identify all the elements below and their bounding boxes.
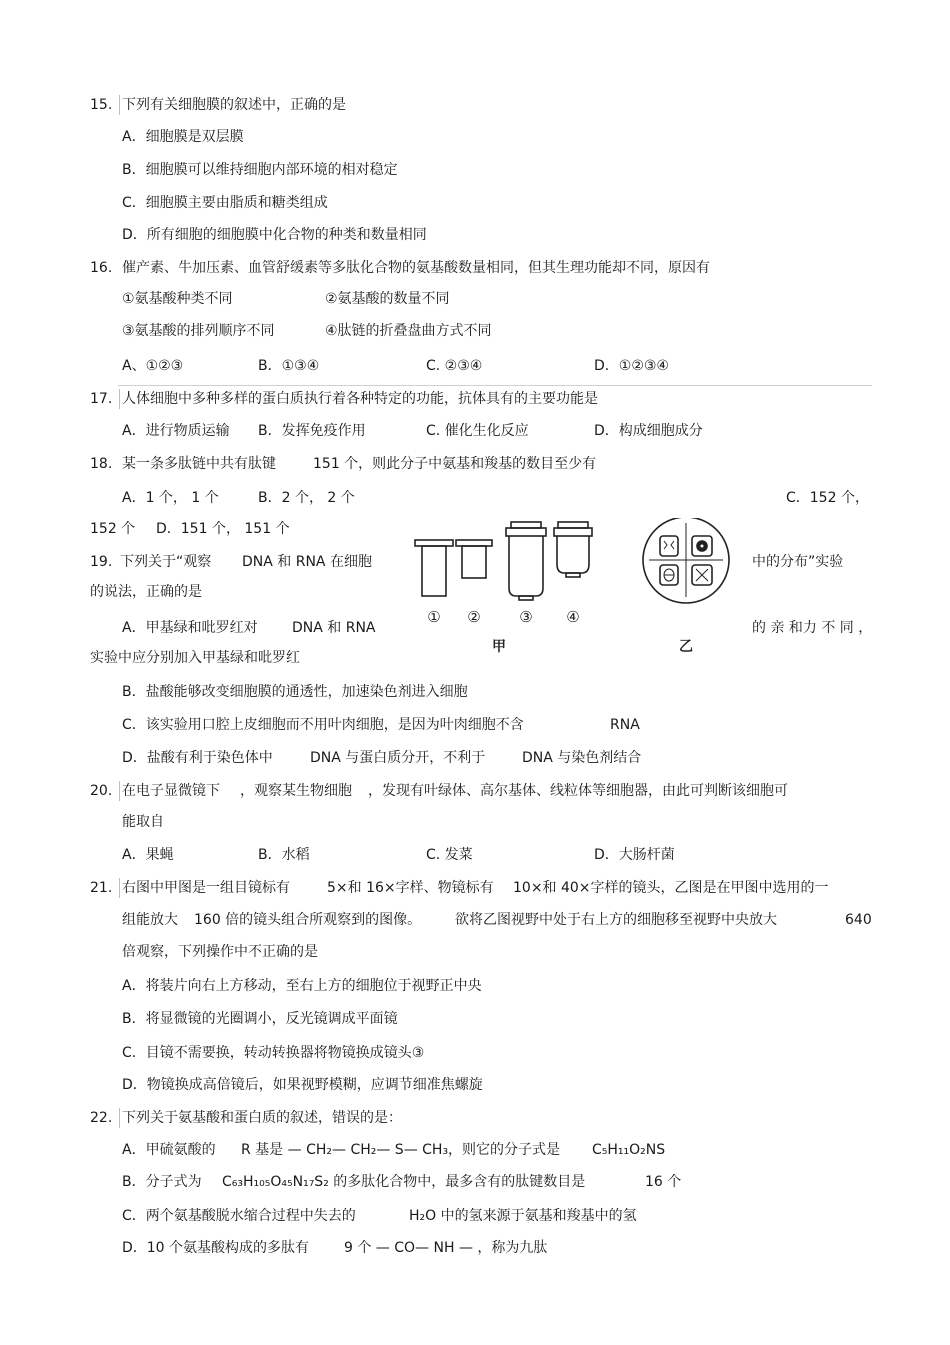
- q21-option-b: B．将显微镜的光圈调小，反光镜调成平面镜: [122, 1011, 398, 1027]
- q16-option-a: A、①②③: [122, 358, 184, 374]
- q20-option-d: D．大肠杆菌: [594, 847, 675, 863]
- q20-stem-part4: 能取自: [122, 814, 164, 830]
- q18-option-d: D．151 个， 151 个: [156, 521, 290, 537]
- q19-option-b: B．盐酸能够改变细胞膜的通透性，加速染色剂进入细胞: [122, 684, 468, 700]
- q19-option-a-part3: 的 亲 和力 不 同 ，: [752, 620, 873, 636]
- q21-option-a: A．将装片向右上方移动，至右上方的细胞位于视野正中央: [122, 978, 482, 994]
- q18-option-a: A．1 个， 1 个: [122, 490, 219, 506]
- q19-option-a-part4: 实验中应分别加入甲基绿和吡罗红: [90, 650, 300, 666]
- q22-option-d-part2: 9 个 — CO— NH — ，称为九肽: [344, 1240, 548, 1256]
- figure-label-yi: 乙: [679, 639, 693, 655]
- q16-statement-1: ①氨基酸种类不同: [122, 291, 233, 307]
- q21-line2-part2: 160 倍的镜头组合所观察到的图像。: [194, 912, 422, 928]
- q21-number: 21.: [90, 880, 113, 896]
- q21-line1-part1: 右图中甲图是一组目镜标有: [122, 880, 290, 896]
- q15-stem: 下列有关细胞膜的叙述中，正确的是: [122, 97, 346, 113]
- q19-number: 19.: [90, 554, 113, 570]
- q16-option-c: C. ②③④: [426, 358, 483, 374]
- q22-option-a-part2: R 基是 — CH₂— CH₂— S— CH₃，则它的分子式是: [241, 1142, 561, 1158]
- q19-stem-part3: 中的分布”实验: [752, 554, 844, 570]
- objective-short-icon: [554, 522, 592, 577]
- section-rule: [118, 385, 872, 386]
- q17-stem: 人体细胞中多种多样的蛋白质执行着各种特定的功能，抗体具有的主要功能是: [122, 391, 598, 407]
- lens-label-4: ④: [566, 608, 580, 626]
- q21-line2-part4: 640: [845, 912, 872, 928]
- q20-option-c: C. 发菜: [426, 847, 473, 863]
- margin-tick: [119, 389, 120, 409]
- q18-stem-part1: 某一条多肽链中共有肽键: [122, 456, 276, 472]
- q20-option-b: B．水稻: [258, 847, 310, 863]
- q19-option-a-part2: DNA 和 RNA: [292, 620, 376, 636]
- q22-option-b-part3: 16 个: [645, 1174, 682, 1190]
- q18-number: 18.: [90, 456, 113, 472]
- lens-label-1: ①: [427, 608, 441, 626]
- q18-stem-part2: 151 个，则此分子中氨基和羧基的数目至少有: [313, 456, 597, 472]
- q19-option-c-part1: C．该实验用口腔上皮细胞而不用叶肉细胞，是因为叶肉细胞不含: [122, 717, 524, 733]
- margin-tick: [119, 95, 120, 115]
- q17-option-d: D．构成细胞成分: [594, 423, 703, 439]
- eyepiece-short-icon: [456, 540, 492, 578]
- q19-option-d-part2: DNA 与蛋白质分开，不利于: [310, 750, 486, 766]
- q16-stem: 催产素、牛加压素、血管舒缓素等多肽化合物的氨基酸数量相同，但其生理功能却不同，原因有: [122, 260, 710, 276]
- q21-line2-part1: 组能放大: [122, 912, 178, 928]
- q18-option-b: B．2 个， 2 个: [258, 490, 355, 506]
- q19-option-a-part1: A．甲基绿和吡罗红对: [122, 620, 258, 636]
- lens-label-3: ③: [519, 608, 533, 626]
- q16-statement-4: ④肽链的折叠盘曲方式不同: [325, 323, 492, 339]
- q22-option-b-part1: B．分子式为: [122, 1174, 202, 1190]
- q15-option-d: D．所有细胞的细胞膜中化合物的种类和数量相同: [122, 227, 427, 243]
- q22-option-c-part1: C．两个氨基酸脱水缩合过程中失去的: [122, 1208, 356, 1224]
- q21-option-d: D．物镜换成高倍镜后，如果视野模糊，应调节细准焦螺旋: [122, 1077, 483, 1093]
- q17-option-b: B．发挥免疫作用: [258, 423, 366, 439]
- q22-option-a-part1: A．甲硫氨酸的: [122, 1142, 216, 1158]
- q19-option-d-part1: D．盐酸有利于染色体中: [122, 750, 273, 766]
- q16-statement-2: ②氨基酸的数量不同: [325, 291, 450, 307]
- field-of-view-icon: [643, 518, 729, 603]
- q16-option-d: D．①②③④: [594, 358, 669, 374]
- q21-line1-part2: 5×和 16×字样、物镜标有: [327, 880, 494, 896]
- q22-option-d-part1: D．10 个氨基酸构成的多肽有: [122, 1240, 310, 1256]
- margin-tick: [119, 1108, 120, 1128]
- q22-option-b-part2: C₆₃H₁₀₅O₄₅N₁₇S₂ 的多肽化合物中，最多含有的肽键数目是: [222, 1174, 586, 1190]
- objective-long-icon: [506, 522, 546, 600]
- figure-label-jia: 甲: [492, 639, 506, 655]
- q15-option-c: C．细胞膜主要由脂质和糖类组成: [122, 195, 328, 211]
- q17-option-c: C. 催化生化反应: [426, 423, 529, 439]
- q16-statement-3: ③氨基酸的排列顺序不同: [122, 323, 275, 339]
- q21-option-c: C．目镜不需要换，转动转换器将物镜换成镜头③: [122, 1045, 425, 1061]
- q19-stem-part1: 下列关于“观察: [120, 554, 212, 570]
- q21-line2-part3: 欲将乙图视野中处于右上方的细胞移至视野中央放大: [455, 912, 777, 928]
- q19-option-d-part3: DNA 与染色剂结合: [522, 750, 642, 766]
- q15-number: 15.: [90, 97, 113, 113]
- q20-stem-part1: 在电子显微镜下: [122, 783, 220, 799]
- q20-stem-part2: ，观察某生物细胞: [240, 783, 352, 799]
- q20-stem-part3: ，发现有叶绿体、高尔基体、线粒体等细胞器，由此可判断该细胞可: [368, 783, 788, 799]
- q17-option-a: A．进行物质运输: [122, 423, 230, 439]
- q18-option-c-cont: 152 个: [90, 521, 136, 537]
- q22-option-c-part2: H₂O 中的氢来源于氨基和羧基中的氢: [409, 1208, 637, 1224]
- lens-label-2: ②: [467, 608, 481, 626]
- q21-line1-part3: 10×和 40×字样的镜头，乙图是在甲图中选用的一: [513, 880, 829, 896]
- q15-option-b: B．细胞膜可以维持细胞内部环境的相对稳定: [122, 162, 398, 178]
- margin-tick: [119, 878, 120, 898]
- q22-stem: 下列关于氨基酸和蛋白质的叙述，错误的是：: [122, 1110, 402, 1126]
- q19-option-c-part2: RNA: [610, 717, 640, 733]
- q22-option-a-part3: C₅H₁₁O₂NS: [592, 1142, 666, 1158]
- q19-stem-part2: DNA 和 RNA 在细胞: [242, 554, 372, 570]
- eyepiece-long-icon: [415, 540, 453, 596]
- q20-number: 20.: [90, 783, 113, 799]
- q22-number: 22.: [90, 1110, 113, 1126]
- q20-option-a: A．果蝇: [122, 847, 174, 863]
- q21-line3: 倍观察，下列操作中不正确的是: [122, 944, 318, 960]
- q16-number: 16.: [90, 260, 113, 276]
- lens-figure: [410, 518, 770, 658]
- q19-stem-part4: 的说法，正确的是: [90, 584, 202, 600]
- q16-option-b: B．①③④: [258, 358, 320, 374]
- margin-tick: [119, 781, 120, 801]
- q17-number: 17.: [90, 391, 113, 407]
- q18-option-c: C．152 个，: [786, 490, 869, 506]
- q15-option-a: A．细胞膜是双层膜: [122, 129, 244, 145]
